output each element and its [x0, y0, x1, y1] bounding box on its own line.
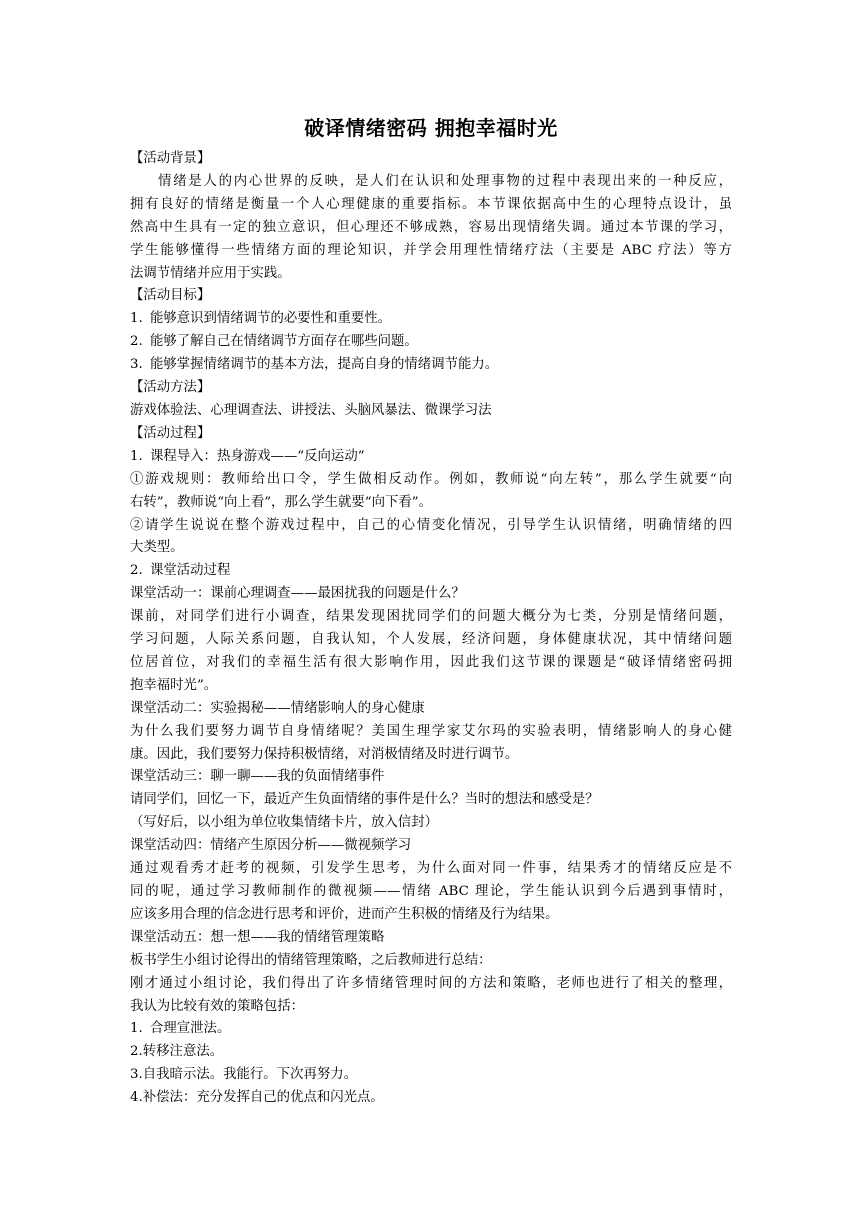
text-line — [130, 973, 732, 996]
text-line — [130, 400, 732, 423]
line-text: 课堂活动四：情绪产生原因分析——微视频学习 — [130, 838, 412, 854]
line-text: 同的呢，通过学习教师制作的微视频——情绪 ABC 理论，学生能认识到今后遇到事情时， — [130, 884, 732, 899]
text-line — [130, 263, 732, 286]
line-text: 课前，对同学们进行小调查，结果发现困扰同学们的问题大概分为七类，分别是情绪问题， — [130, 609, 732, 625]
line-text: 板书学生小组讨论得出的情绪管理策略，之后教师进行总结： — [130, 952, 492, 968]
line-text: 课堂活动过程 — [150, 563, 231, 579]
text-line — [130, 492, 732, 515]
line-text: 右转”，教师说“向上看”，那么学生就要“向下看”。 — [130, 494, 433, 510]
text-line — [130, 469, 732, 492]
document-page — [130, 112, 732, 1110]
line-text: 学习问题，人际关系问题，自我认知，个人发展，经济问题，身体健康状况，其中情绪问题 — [130, 632, 732, 648]
line-text: 康。因此，我们要努力保持积极情绪，对消极情绪及时进行调节。 — [130, 746, 519, 762]
line-text: 课堂活动五：想一想——我的情绪管理策略 — [130, 929, 385, 945]
line-number: 1. — [130, 311, 143, 327]
text-line — [130, 996, 732, 1019]
text-line — [130, 515, 732, 538]
line-number: 1. — [130, 448, 143, 464]
line-text: 位居首位，对我们的幸福生活有很大影响作用，因此我们这节课的课题是“破译情绪密码拥 — [130, 654, 732, 670]
text-line — [130, 744, 732, 767]
line-text: 游戏体验法、心理调查法、讲授法、头脑风暴法、微课学习法 — [130, 402, 492, 418]
text-line — [130, 721, 732, 744]
numbered-line — [130, 446, 732, 469]
text-line — [130, 1064, 732, 1087]
text-line — [130, 537, 732, 560]
text-line — [130, 675, 732, 698]
text-line — [130, 698, 732, 721]
text-line — [130, 927, 732, 950]
line-text: 应该多用合理的信念进行思考和评价，进而产生积极的情绪及行为结果。 — [130, 906, 559, 922]
text-line — [130, 652, 732, 675]
text-line — [130, 240, 732, 263]
text-line — [130, 629, 732, 652]
line-text: 【活动方法】 — [130, 380, 211, 396]
text-line — [130, 377, 732, 400]
line-text: 抱幸福时光”。 — [130, 677, 218, 693]
line-text: 【活动目标】 — [130, 288, 211, 304]
numbered-line — [130, 308, 732, 331]
line-text: （写好后，以小组为单位收集情绪卡片，放入信封） — [130, 815, 438, 831]
line-text: 为什么我们要努力调节自身情绪呢？美国生理学家艾尔玛的实验表明，情绪影响人的身心健 — [130, 723, 732, 739]
document-title: 破译情绪密码 拥抱幸福时光 — [304, 116, 558, 140]
text-line — [130, 606, 732, 629]
text-line — [130, 194, 732, 217]
line-text: 能够意识到情绪调节的必要性和重要性。 — [150, 311, 392, 327]
line-text: 刚才通过小组讨论，我们得出了许多情绪管理时间的方法和策略，老师也进行了相关的整理， — [130, 975, 732, 991]
line-text: 我认为比较有效的策略包括： — [130, 998, 305, 1014]
line-text: 课堂活动二：实验揭秘——情绪影响人的身心健康 — [130, 700, 425, 716]
line-text: 学生能够懂得一些情绪方面的理论知识，并学会用理性情绪疗法（主要是 ABC 疗法）等方 — [130, 242, 732, 258]
line-text: 3.自我暗示法。我能行。下次再努力。 — [130, 1067, 358, 1083]
text-line — [130, 171, 732, 194]
line-text: ①游戏规则：教师给出口令，学生做相反动作。例如，教师说“向左转”，那么学生就要“向 — [130, 471, 732, 487]
numbered-line — [130, 331, 732, 354]
numbered-line — [130, 354, 732, 377]
line-text: 法调节情绪并应用于实践。 — [130, 265, 291, 281]
text-line — [130, 858, 732, 881]
line-text: 【活动过程】 — [130, 425, 211, 441]
text-line — [130, 423, 732, 446]
text-line — [130, 881, 732, 904]
numbered-line — [130, 1018, 732, 1041]
text-line — [130, 217, 732, 240]
line-number: 1. — [130, 1021, 143, 1037]
line-text: 拥有良好的情绪是衡量一个人心理健康的重要指标。本节课依据高中生的心理特点设计，虽 — [130, 196, 732, 212]
numbered-line — [130, 560, 732, 583]
line-text: 请同学们，回忆一下，最近产生负面情绪的事件是什么？当时的想法和感受是？ — [130, 792, 599, 808]
text-line — [130, 583, 732, 606]
line-text: 大类型。 — [130, 540, 184, 556]
text-line — [130, 904, 732, 927]
text-line — [130, 835, 732, 858]
line-text: 【活动背景】 — [130, 151, 211, 166]
line-text: 课程导入：热身游戏——“反向运动” — [150, 448, 365, 464]
line-text: 能够了解自己在情绪调节方面存在哪些问题。 — [150, 334, 418, 350]
text-line — [130, 1087, 732, 1110]
line-text: 情绪是人的内心世界的反映，是人们在认识和处理事物的过程中表现出来的一种反应， — [158, 173, 732, 189]
line-text: 能够掌握情绪调节的基本方法，提高自身的情绪调节能力。 — [150, 357, 499, 373]
text-line — [130, 812, 732, 835]
line-text: 4.补偿法：充分发挥自己的优点和闪光点。 — [130, 1090, 384, 1106]
line-text: 课堂活动一：课前心理调查——最困扰我的问题是什么？ — [130, 586, 465, 602]
text-line — [130, 285, 732, 308]
line-text: 2.转移注意法。 — [130, 1044, 224, 1060]
line-text: 然高中生具有一定的独立意识，但心理还不够成熟，容易出现情绪失调。通过本节课的学习， — [130, 219, 732, 235]
line-text: 通过观看秀才赶考的视频，引发学生思考，为什么面对同一件事，结果秀才的情绪反应是不 — [130, 861, 732, 877]
line-number: 2. — [130, 563, 143, 579]
text-line — [130, 789, 732, 812]
text-line — [130, 950, 732, 973]
text-line — [130, 1041, 732, 1064]
text-line — [130, 766, 732, 789]
line-text: 合理宣泄法。 — [150, 1021, 231, 1037]
line-text: 课堂活动三：聊一聊——我的负面情绪事件 — [130, 769, 385, 785]
line-number: 3. — [130, 357, 143, 373]
text-line — [130, 148, 732, 171]
line-text: ②请学生说说在整个游戏过程中，自己的心情变化情况，引导学生认识情绪，明确情绪的四 — [130, 517, 732, 533]
document-body — [130, 148, 732, 1110]
line-number: 2. — [130, 334, 143, 350]
